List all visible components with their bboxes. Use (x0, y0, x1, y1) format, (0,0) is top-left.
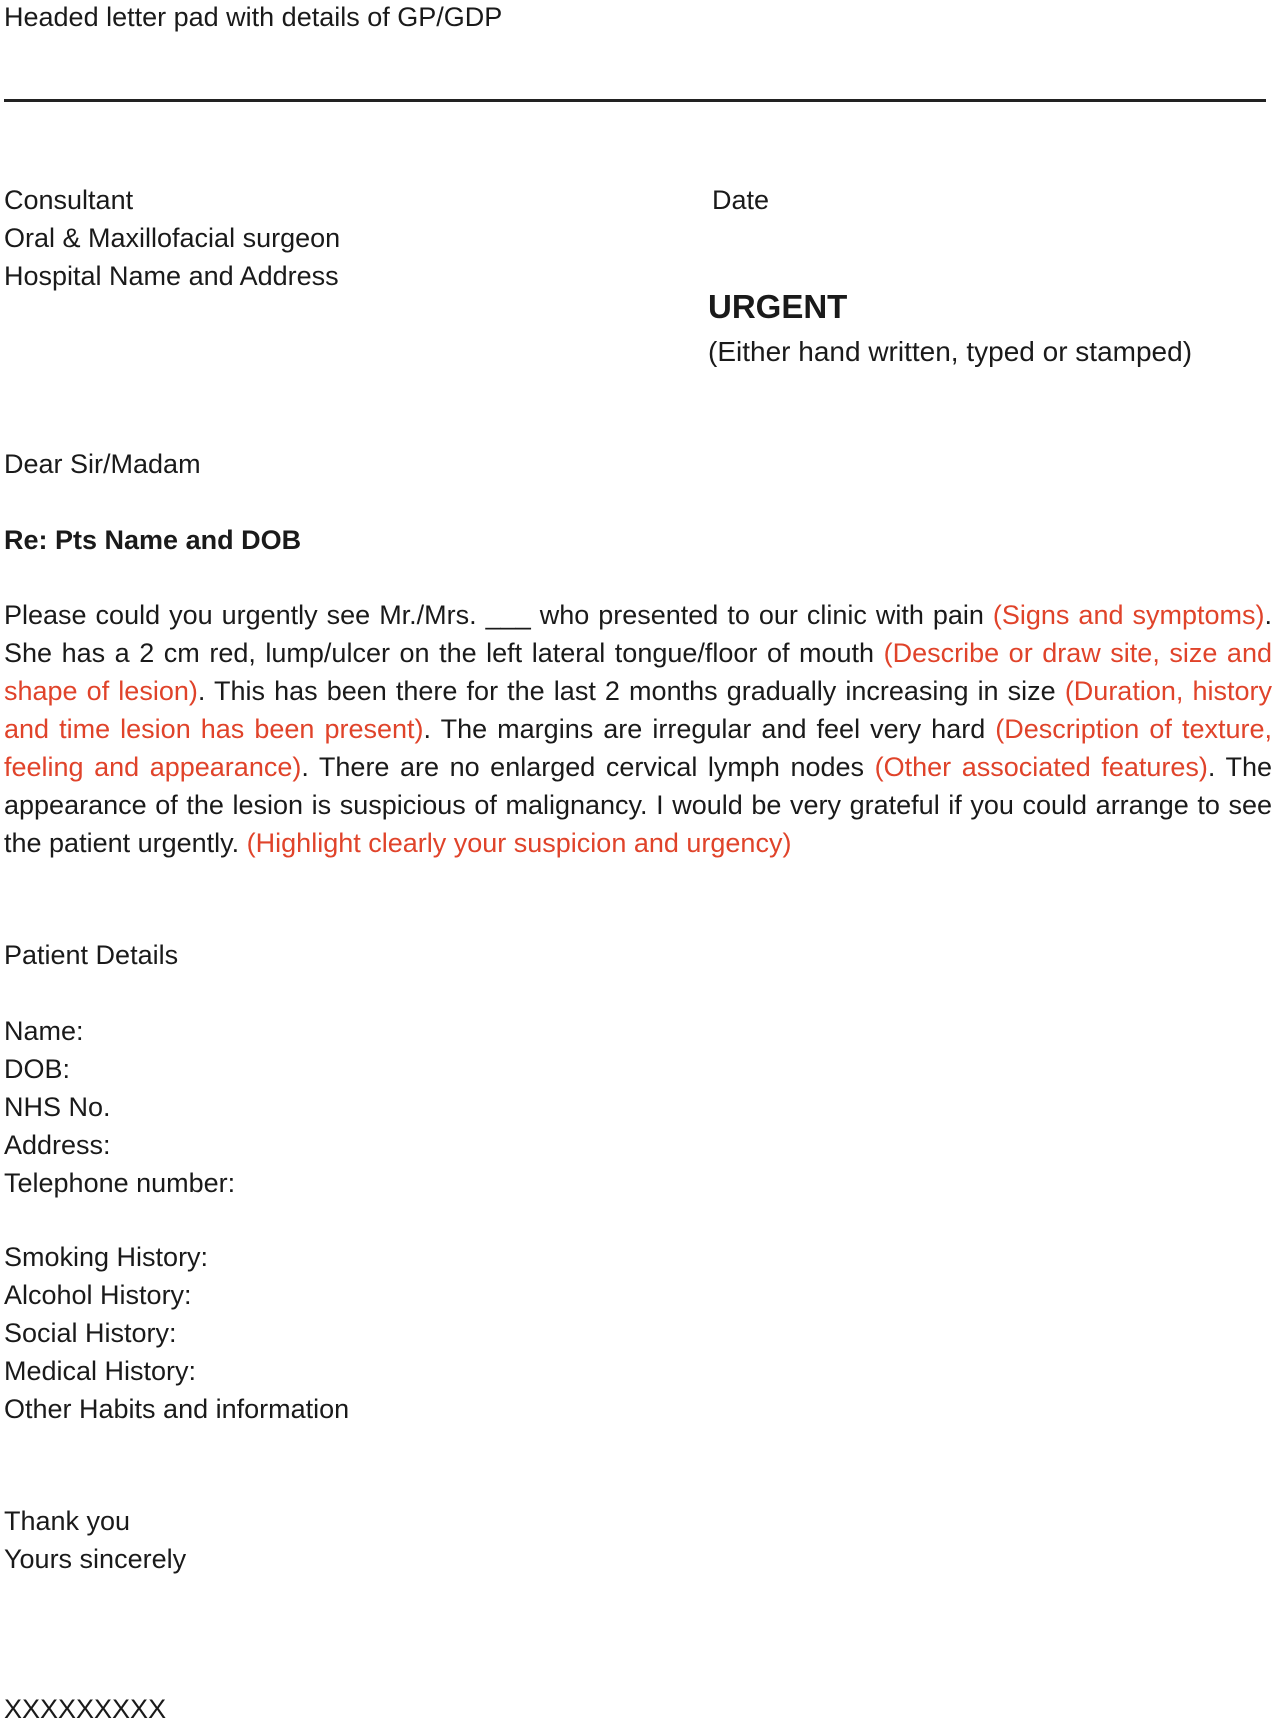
body-text: . There are no enlarged cervical lymph nodes (301, 752, 875, 782)
closing-block (4, 1502, 186, 1578)
re-line: Re: Pts Name and DOB (4, 525, 302, 555)
guidance-hint: (Signs and symptoms) (992, 600, 1265, 630)
date-label: Date (712, 185, 770, 215)
history-fields (4, 1238, 349, 1428)
field-label-telephone: Telephone number: (4, 1168, 236, 1198)
recipient-line: Hospital Name and Address (4, 261, 339, 291)
guidance-hint: (Duration, history and time lesion has been present) (4, 676, 1272, 744)
body-text: . The margins are irregular and feel very hard (423, 714, 996, 744)
field-label-address: Address: (4, 1130, 111, 1160)
closing-line: Thank you (4, 1506, 131, 1536)
field-label-alcohol: Alcohol History: (4, 1280, 192, 1310)
body-text: . This has been there for the last 2 months gradually increasing in size (197, 676, 1065, 706)
guidance-hint: (Description of texture, feeling and appearance) (4, 714, 1272, 782)
closing-line: Yours sincerely (4, 1544, 187, 1574)
header-divider (4, 99, 1266, 102)
field-label-medical: Medical History: (4, 1356, 197, 1386)
recipient-block (4, 181, 340, 295)
signature-placeholder: XXXXXXXXX (4, 1694, 167, 1724)
urgent-heading: URGENT (708, 288, 848, 325)
body-text: . The appearance of the lesion is suspicious of malignancy. I would be very grateful if you could arrange to see the patient urgently. (4, 752, 1273, 858)
field-label-other-habits: Other Habits and information (4, 1394, 350, 1424)
body-text: Please could you urgently see Mr./Mrs. ___ who presented to our clinic with pain (4, 600, 993, 630)
field-label-smoking: Smoking History: (4, 1242, 209, 1272)
field-label-dob: DOB: (4, 1054, 71, 1084)
recipient-line: Consultant (4, 185, 134, 215)
patient-fields (4, 1012, 235, 1202)
field-label-nhs-no: NHS No. (4, 1092, 111, 1122)
recipient-line: Oral & Maxillofacial surgeon (4, 223, 341, 253)
body-text: . She has a 2 cm red, lump/ulcer on the left lateral tongue/floor of mouth (4, 600, 1272, 668)
body-paragraph (4, 596, 1272, 862)
salutation: Dear Sir/Madam (4, 449, 201, 479)
guidance-hint: (Other associated features) (874, 752, 1208, 782)
field-label-social: Social History: (4, 1318, 177, 1348)
field-label-name: Name: (4, 1016, 84, 1046)
patient-details-title: Patient Details (4, 940, 179, 970)
urgent-note: (Either hand written, typed or stamped) (708, 336, 1193, 367)
guidance-hint: (Highlight clearly your suspicion and urgency) (246, 828, 792, 858)
guidance-hint: (Describe or draw site, size and shape of lesion) (4, 638, 1272, 706)
letterhead-note: Headed letter pad with details of GP/GDP (4, 2, 503, 32)
